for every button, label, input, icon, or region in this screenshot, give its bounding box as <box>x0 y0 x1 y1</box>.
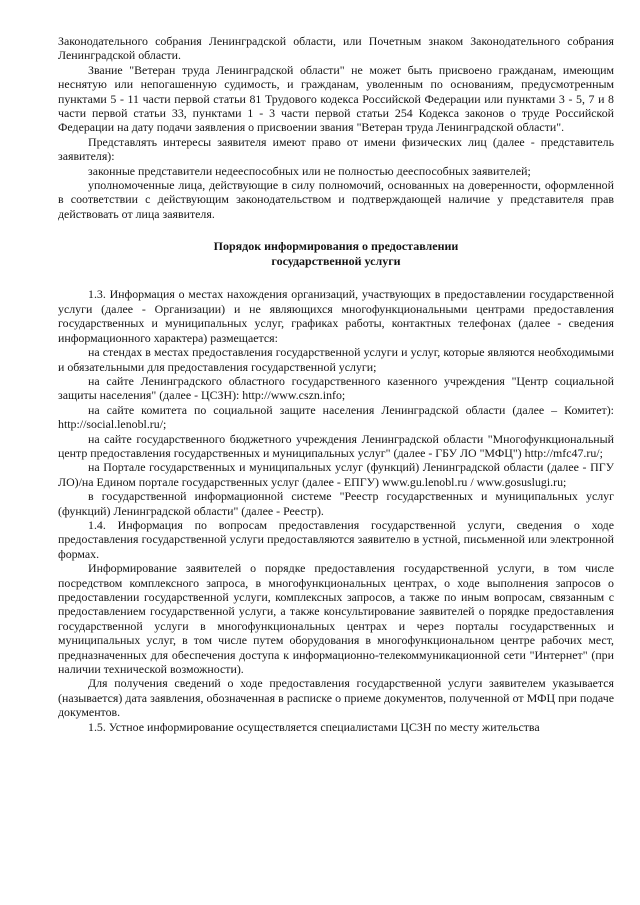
paragraph-cszn-site: на сайте Ленинградского областного государственного казенного учреждения "Центр социальной защиты населения" (далее - ЦСЗН): http://www.cszn.info; <box>58 373 614 403</box>
paragraph-informing: Информирование заявителей о порядке предоставления государственной услуги, в том числе посредством комплексного запроса, в многофункциональных центрах, о ходе выполнения запросов о предоставлении государственной услуги, комплексных запросов, а также по иным вопросам, связанным с предоставлением государственной услуги, а также консультирование заявителей о порядке предоставления государственной услуги в многофункциональных центрах и через порталы государственных и муниципальных услуг, в том числе путем оборудования в многофункциональном центре рабочих мест, предназначенных для обеспечения доступа к информационно-телекоммуникационной сети "Интернет" (при наличии технической возможности). <box>58 561 614 677</box>
section-heading-line-2: государственной услуги <box>271 253 401 268</box>
paragraph-continuation: Законодательного собрания Ленинградской области, или Почетным знаком Законодательного собрания Ленинградской области. <box>58 34 614 63</box>
paragraph-1-4: 1.4. Информация по вопросам предоставления государственной услуги, сведения о ходе предоставления государственной услуги предоставляются заявителю в устной, письменной или электронной формах. <box>58 517 614 561</box>
section-heading <box>58 239 614 268</box>
paragraph-mfc-site: на сайте государственного бюджетного учреждения Ленинградской области "Многофункциональный центр предоставления государственных и муниципальных услуг" (далее - ГБУ ЛО "МФЦ") http://mfc47.ru/; <box>58 431 614 460</box>
paragraph-1-5: 1.5. Устное информирование осуществляется специалистами ЦСЗН по месту жительства <box>88 719 540 734</box>
paragraph-registry: в государственной информационной системе "Реестр государственных и муниципальных услуг (функций) Ленинградской области" (далее - Реестр). <box>58 489 614 518</box>
paragraph-status-info: Для получения сведений о ходе предоставления государственной услуги заявителем указывается (называется) дата заявления, обозначенная в расписке о приеме документов, полученной от МФЦ при подаче документов. <box>58 676 614 720</box>
section-heading-line-1: Порядок информирования о предоставлении <box>213 239 459 254</box>
paragraph-veteran-restriction: Звание "Ветеран труда Ленинградской области" не может быть присвоено гражданам, имеющим неснятую или непогашенную судимость, и гражданам, уволенным по основаниям, предусмотренным пунктами 5 - 11 части первой статьи 81 Трудового кодекса Российской Федерации или пунктами 3 - 5, 7 и 8 части первой статьи 33, пунктами 1 - 3 части первой статьи 254 Кодекса законов о труде Российской Федерации на дату подачи заявления о присвоении звания "Ветеран труда Ленинградской области". <box>58 62 614 135</box>
paragraph-representatives: Представлять интересы заявителя имеют право от имени физических лиц (далее - представитель заявителя): <box>58 134 614 164</box>
paragraph-stands: на стендах в местах предоставления государственной услуги и услуг, которые являются необходимыми и обязательными для предоставления государственной услуги; <box>58 345 614 374</box>
paragraph-legal-representatives: законные представители недееспособных или не полностью дееспособных заявителей; <box>88 163 531 178</box>
paragraph-authorized-persons: уполномоченные лица, действующие в силу полномочий, основанных на доверенности, оформленной в соответствии с действующим законодательством и подтверждающей наличие у представителя прав действовать от лица заявителя. <box>58 178 614 221</box>
paragraph-committee-site: на сайте комитета по социальной защите населения Ленинградской области (далее – Комитет): http://social.lenobl.ru/; <box>58 402 614 432</box>
paragraph-portal: на Портале государственных и муниципальных услуг (функций) Ленинградской области (далее - ПГУ ЛО)/на Едином портале государственных услуг (далее - ЕПГУ) www.gu.lenobl.ru / www.gosuslugi.ru; <box>58 460 614 489</box>
paragraph-1-3: 1.3. Информация о местах нахождения организаций, участвующих в предоставлении государственной услуги (далее - Организации) и не являющихся многофункциональными центрами предоставления государственных и муниципальных услуг, графиках работы, контактных телефонах (далее - сведения информационного характера) размещается: <box>58 287 614 345</box>
